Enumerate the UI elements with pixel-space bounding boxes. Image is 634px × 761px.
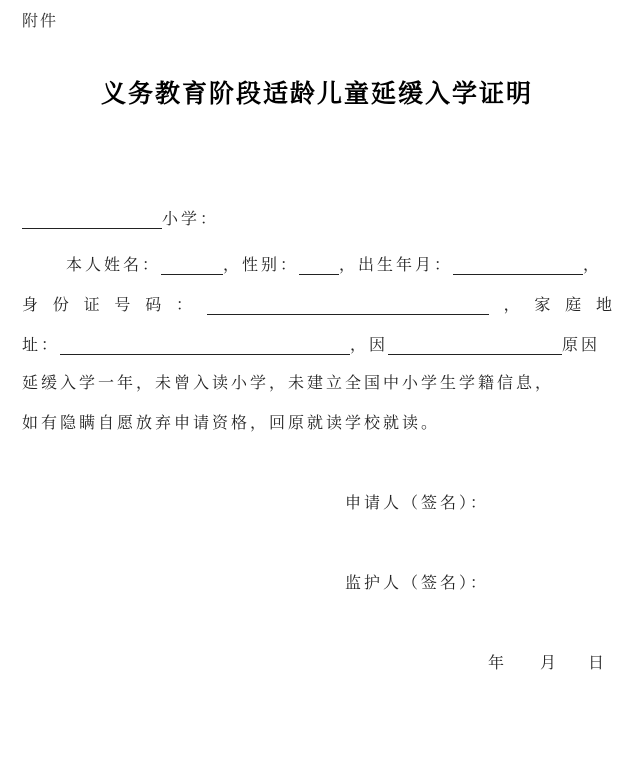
school-name-blank[interactable] bbox=[22, 210, 162, 229]
address-reason-line bbox=[22, 332, 612, 355]
address-label-char: 庭 bbox=[565, 295, 582, 314]
id-number-blank[interactable] bbox=[207, 296, 489, 315]
applicant-signature-label: 申请人（签名）： bbox=[345, 493, 490, 512]
address-label-char: 家 bbox=[534, 295, 551, 314]
address-label-char: 地 bbox=[595, 295, 612, 314]
name-label: 本人姓名： bbox=[66, 255, 162, 274]
statement-line-2: 如有隐瞒自愿放弃申请资格，回原就读学校就读。 bbox=[22, 413, 441, 432]
date-month: 月 bbox=[540, 653, 557, 672]
personal-info-line bbox=[66, 252, 602, 275]
gender-label: ，性别： bbox=[223, 255, 300, 274]
address-label-char: ， bbox=[503, 295, 520, 314]
name-blank[interactable] bbox=[161, 256, 223, 275]
guardian-signature-label: 监护人（签名）： bbox=[345, 573, 490, 592]
comma: ， bbox=[583, 255, 603, 274]
reason-prefix: ，因 bbox=[350, 335, 389, 354]
id-label-char: 证 bbox=[83, 295, 100, 314]
reason-blank[interactable] bbox=[388, 336, 562, 355]
statement-line-1: 延缓入学一年，未曾入读小学，未建立全国中小学生学籍信息， bbox=[22, 373, 555, 392]
id-label-char: 身 bbox=[22, 295, 39, 314]
birth-label: ，出生年月： bbox=[339, 255, 454, 274]
attachment-label: 附件 bbox=[22, 11, 59, 30]
reason-suffix: 原因 bbox=[562, 335, 601, 354]
address-blank[interactable] bbox=[60, 336, 350, 355]
date-line bbox=[488, 650, 604, 673]
school-suffix: 小学： bbox=[162, 209, 220, 228]
document-title: 义务教育阶段适龄儿童延缓入学证明 bbox=[100, 79, 533, 108]
id-label-char: 份 bbox=[52, 295, 69, 314]
date-day: 日 bbox=[588, 653, 605, 672]
id-label-char: 号 bbox=[114, 295, 131, 314]
gender-blank[interactable] bbox=[299, 256, 339, 275]
id-label-char: 码 bbox=[145, 295, 162, 314]
address-label-end: 址： bbox=[22, 335, 61, 354]
school-line bbox=[22, 206, 219, 229]
id-label-char: ： bbox=[175, 295, 192, 314]
id-line bbox=[22, 292, 612, 315]
birth-blank[interactable] bbox=[453, 256, 583, 275]
date-year: 年 bbox=[488, 653, 505, 672]
